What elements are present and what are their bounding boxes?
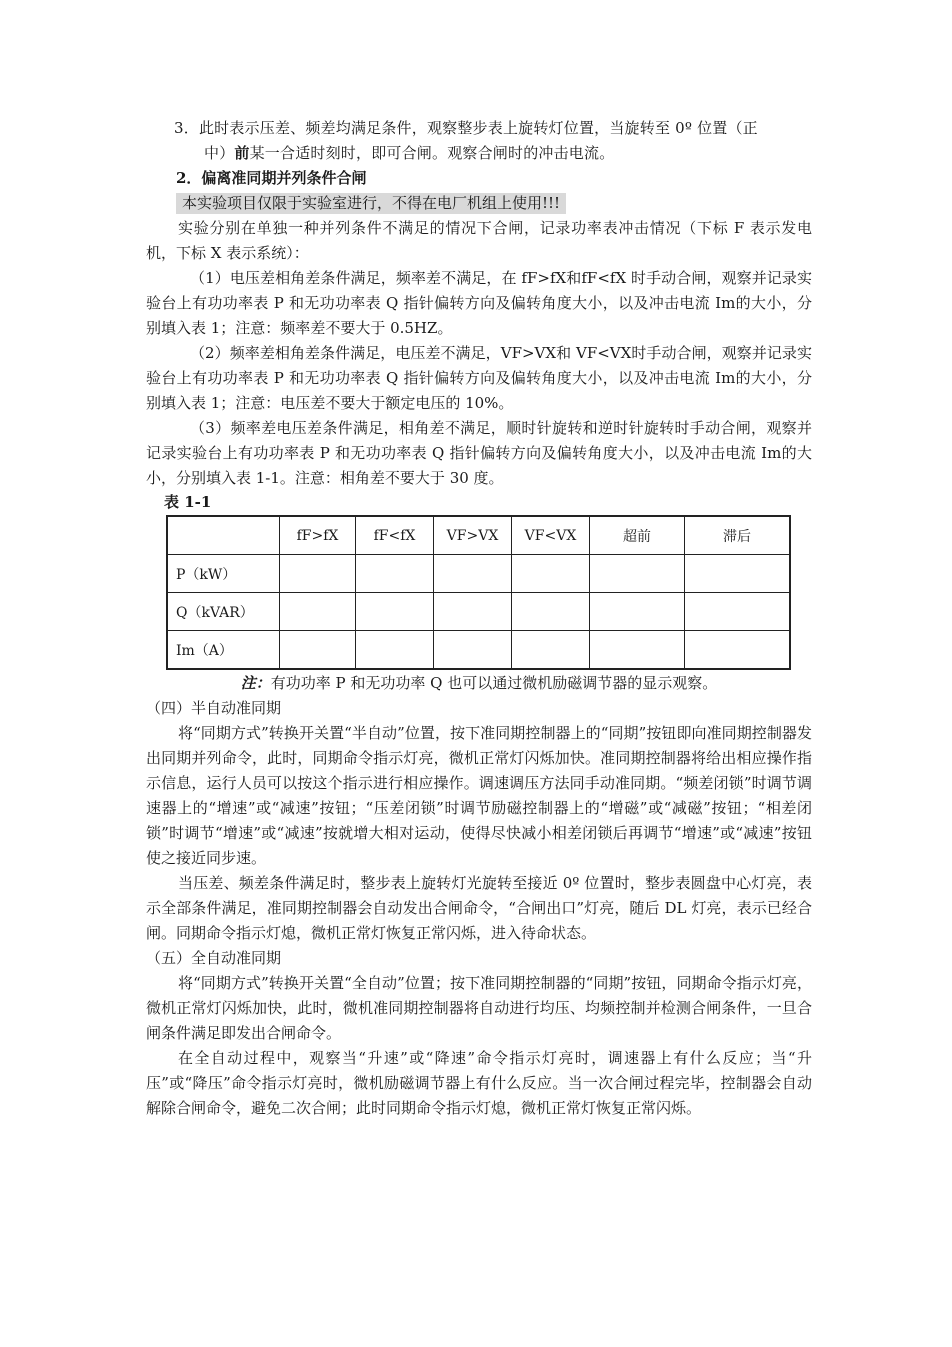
lab-only-notice: 本实验项目仅限于实验室进行，不得在电厂机组上使用!!! [176,193,566,214]
table-cell [590,593,685,631]
condition-paragraph-1: （1）电压差相角差条件满足，频率差不满足，在 fF>fX和fF<fX 时手动合闸，观察并记录实验台上有功功率表 P 和无功功率表 Q 指针偏转方向及偏转角度大小，以及冲击电流 Im的大小，分别填入表 1；注意：频率差不要大于 0.5HZ。 [146,269,812,337]
table-cell [685,631,791,670]
table-cell [590,555,685,593]
table-header-cell: fF<fX [356,516,434,555]
table-header-cell: 滞后 [685,516,791,555]
table-cell [434,555,512,593]
table-header-cell: VF>VX [434,516,512,555]
table-cell [280,631,356,670]
table-row-label: Im（A） [167,631,280,670]
table-header-row [167,516,790,555]
table-caption: 表 1-1 [164,493,212,511]
note-label: 注： [240,674,271,692]
note-text: 有功功率 P 和无功功率 Q 也可以通过微机励磁调节器的显示观察。 [270,674,718,692]
table-cell [280,593,356,631]
section-5-paragraph-2: 在全自动过程中，观察当“升速”或“降速”命令指示灯亮时，调速器上有什么反应；当“升压”或“降压”命令指示灯亮时，微机励磁调节器上有什么反应。当一次合闸过程完毕，控制器会自动解除合闸命令，避免二次合闸；此时同期命令指示灯熄，微机正常灯恢复正常闪烁。 [146,1049,812,1117]
table-row [167,631,790,670]
condition-paragraph-2: （2）频率差相角差条件满足，电压差不满足，VF>VX和 VF<VX时手动合闸，观察并记录实验台上有功功率表 P 和无功功率表 Q 指针偏转方向及偏转角度大小，以及冲击电流 Im的大小，分别填入表 1；注意：电压差不要大于额定电压的 10%。 [146,344,812,412]
table-cell [280,555,356,593]
table-cell [685,593,791,631]
table-row-label: P（kW） [167,555,280,593]
table-row-label: Q（kVAR） [167,593,280,631]
section-heading-2: 2．偏离准同期并列条件合闸 [176,169,367,187]
item3-line2-bold: 前 [234,144,250,162]
table-row [167,593,790,631]
table-header-cell: VF<VX [512,516,590,555]
results-table [166,515,791,670]
table-cell [512,631,590,670]
item3-line2-post: 某一合适时刻时，即可合闸。观察合闸时的冲击电流。 [249,144,615,162]
table-row [167,555,790,593]
table-header-cell [167,516,280,555]
intro-paragraph: 实验分别在单独一种并列条件不满足的情况下合闸，记录功率表冲击情况（下标 F 表示发电机，下标 X 表示系统）： [146,219,812,262]
notice-wrap [146,191,812,216]
table-header-cell: fF>fX [280,516,356,555]
item3-line2 [146,141,812,166]
table-cell [512,555,590,593]
item3-line2-pre: 中） [204,144,235,162]
table-cell [434,593,512,631]
table-cell [356,593,434,631]
item3-line1: 3．此时表示压差、频差均满足条件，观察整步表上旋转灯位置，当旋转至 0º 位置（正 [174,119,758,137]
condition-paragraph-3: （3）频率差电压差条件满足，相角差不满足，顺时针旋转和逆时针旋转时手动合闸，观察并记录实验台上有功功率表 P 和无功功率表 Q 指针偏转方向及偏转角度大小，以及冲击电流 Im的大小，分别填入表 1-1。注意：相角差不要大于 30 度。 [146,419,812,487]
section-4-paragraph-2: 当压差、频差条件满足时，整步表上旋转灯光旋转至接近 0º 位置时，整步表圆盘中心灯亮，表示全部条件满足，准同期控制器会自动发出合闸命令，“合闸出口”灯亮，随后 DL 灯亮，表示已经合闸。同期命令指示灯熄，微机正常灯恢复正常闪烁，进入待命状态。 [146,874,812,942]
table-note [146,670,812,696]
table-cell [356,631,434,670]
section-4-title: （四）半自动准同期 [146,699,282,717]
table-cell [512,593,590,631]
section-5-paragraph-1: 将“同期方式”转换开关置“全自动”位置；按下准同期控制器的“同期”按钮，同期命令指示灯亮，微机正常灯闪烁加快，此时，微机准同期控制器将自动进行均压、均频控制并检测合闸条件，一旦合闸条件满足即发出合闸命令。 [146,974,812,1042]
section-4-paragraph-1: 将“同期方式”转换开关置“半自动”位置，按下准同期控制器上的“同期”按钮即向准同期控制器发出同期并列命令，此时，同期命令指示灯亮，微机正常灯闪烁加快。准同期控制器将给出相应操作指示信息，运行人员可以按这个指示进行相应操作。调速调压方法同手动准同期。“频差闭锁”时调节调速器上的“增速”或“减速”按钮；“压差闭锁”时调节励磁控制器上的“增磁”或“减磁”按钮；“相差闭锁”时调节“增速”或“减速”按就增大相对运动，使得尽快减小相差闭锁后再调节“增速”或“减速”按钮使之接近同步速。 [146,724,812,867]
section-5-title: （五）全自动准同期 [146,949,282,967]
table-header-cell: 超前 [590,516,685,555]
table-cell [434,631,512,670]
document-page [146,116,812,1121]
table-cell [356,555,434,593]
table-cell [685,555,791,593]
table-cell [590,631,685,670]
